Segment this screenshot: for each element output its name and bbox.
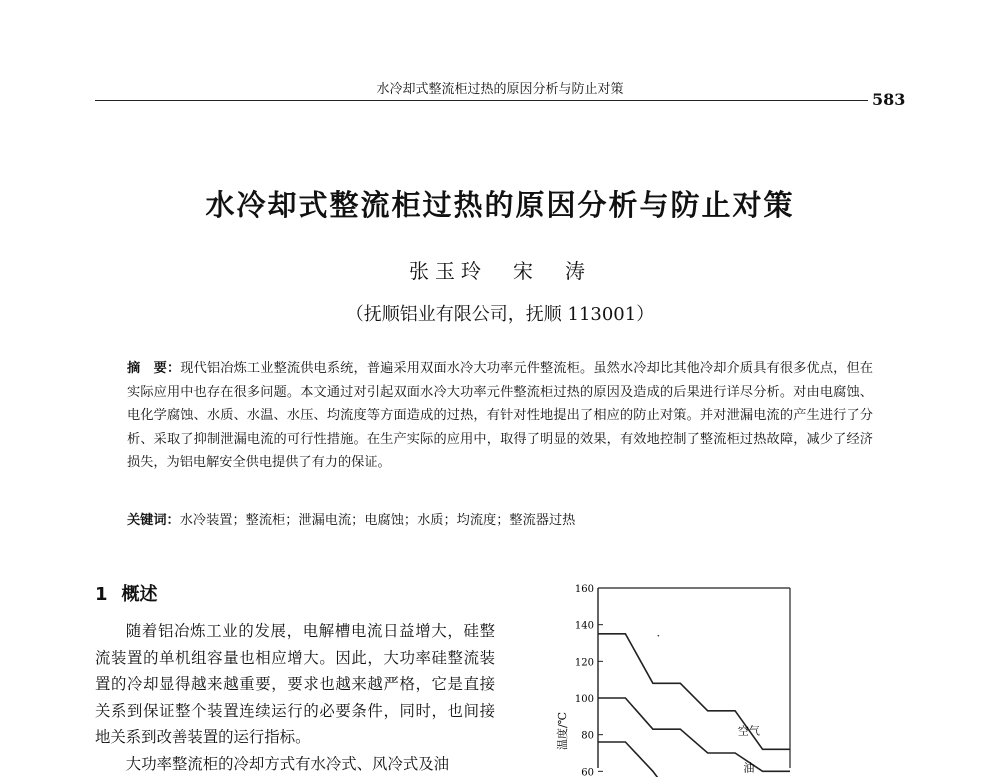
series-label-1: 油 [743, 760, 754, 774]
series-line-0 [598, 634, 790, 750]
y-tick-label-5: 60 [581, 767, 594, 777]
section-number: 1 [95, 584, 108, 605]
body-paragraph-2: 大功率整流柜的冷却方式有水冷式、风冷式及油 [95, 751, 495, 777]
abstract-text: 现代铝冶炼工业整流供电系统，普遍采用双面水冷大功率元件整流柜。虽然水冷却比其他冷却介质具有很多优点，但在实际应用中也存在很多问题。本文通过对引起双面水冷大功率元件整流柜过热的原因及造成的后果进行详尽分析。对由电腐蚀、电化学腐蚀、水质、水温、水压、均流度等方面造成的过热，有针对性地提出了相应的防止对策。并对泄漏电流的产生进行了分析、采取了抑制泄漏电流的可行性措施。在生产实际的应用中，取得了明显的效果，有效地控制了整流柜过热故障，减少了经济损失，为铝电解安全供电提供了有力的保证。 [127, 361, 873, 470]
page-number: 583 [872, 90, 905, 109]
abstract-label: 摘 要： [127, 361, 180, 376]
authors: 张玉玲 宋 涛 [0, 255, 1000, 284]
body-text [95, 618, 495, 777]
keywords-label: 关键词： [127, 513, 180, 528]
header-rule [95, 100, 868, 101]
paper-title: 水冷却式整流柜过热的原因分析与防止对策 [0, 183, 1000, 224]
body-paragraph-1: 随着铝冶炼工业的发展，电解槽电流日益增大，硅整流装置的单机组容量也相应增大。因此，大功率硅整流装置的冷却显得越来越重要，要求也越来越严格，它是直接关系到保证整个装置连续运行的必要条件，同时，也间接地关系到改善装置的运行指标。 [95, 618, 495, 751]
section-heading [95, 580, 158, 606]
y-tick-label-4: 80 [581, 731, 594, 742]
keywords-text: 水冷装置；整流柜；泄漏电流；电腐蚀；水质；均流度；整流器过热 [180, 513, 576, 528]
abstract [127, 357, 873, 475]
y-tick-label-2: 120 [575, 657, 594, 668]
stray-dot [658, 635, 660, 637]
series-label-0: 空气 [738, 724, 760, 738]
affiliation: （抚顺铝业有限公司，抚顺 113001） [0, 300, 1000, 326]
series-line-1 [598, 698, 790, 771]
running-head: 水冷却式整流柜过热的原因分析与防止对策 [320, 78, 680, 97]
section-title: 概述 [122, 584, 158, 605]
y-tick-label-1: 140 [575, 621, 594, 632]
y-tick-label-3: 100 [575, 694, 594, 705]
keywords [127, 510, 873, 532]
temperature-chart [540, 578, 800, 760]
series-line-2 [598, 742, 680, 777]
y-axis-label: 温度/℃ [555, 712, 569, 750]
y-tick-label-0: 160 [575, 584, 594, 595]
